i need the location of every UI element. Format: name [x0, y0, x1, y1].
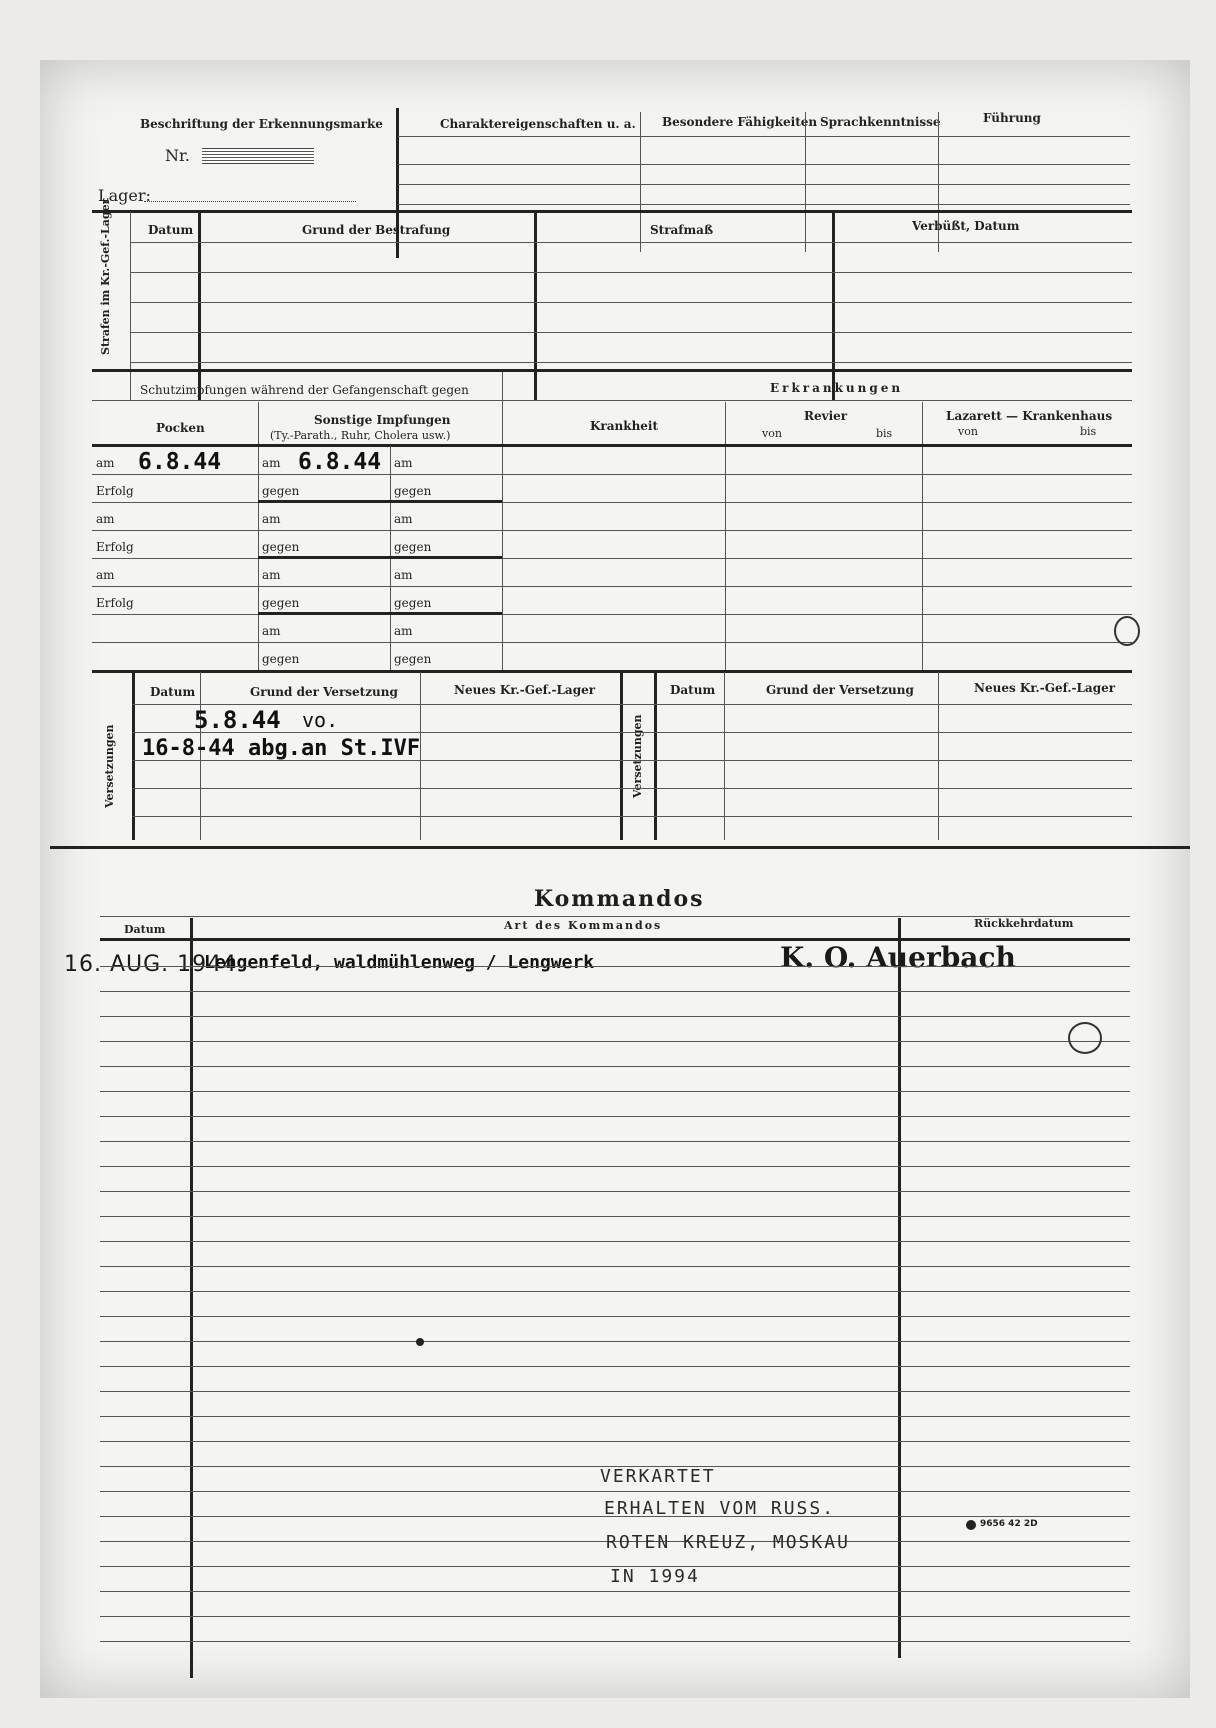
vers-header-grund: Grund der Versetzung [250, 685, 398, 699]
revier-bis: bis [876, 427, 893, 440]
impf-cell: gegen [262, 540, 300, 554]
vers-header-grund-2: Grund der Versetzung [766, 683, 914, 697]
erkrankungen-title: Erkrankungen [770, 381, 904, 395]
impf-cell: am [262, 624, 281, 638]
kommando-rule [100, 1616, 1130, 1617]
impf-cell: am [394, 568, 413, 582]
kommando-rule [100, 1191, 1130, 1192]
kommandos-header-art: Art des Kommandos [504, 919, 663, 932]
kommandos-header-datum: Datum [124, 923, 166, 936]
impf-cell: am [262, 568, 281, 582]
kommando-entry-text: Lengenfeld, waldmühlenweg / Lengwerk [204, 952, 595, 973]
kommandos-header-rueckkehr: Rückkehrdatum [974, 917, 1074, 930]
lager-label: Lager: [98, 186, 151, 205]
impf-cell: gegen [394, 596, 432, 610]
record-card [40, 60, 1190, 1698]
strafen-header-datum: Datum [148, 223, 194, 237]
footer-line-4: IN 1994 [610, 1566, 700, 1587]
kommando-rule [100, 1316, 1130, 1317]
impf-entry-sonstige: 6.8.44 [298, 449, 382, 475]
kommando-rule [100, 991, 1130, 992]
kommando-entry-stamp: K. O. Auerbach [780, 941, 1016, 974]
lazarett-von: von [958, 425, 978, 438]
impf-cell: am [394, 512, 413, 526]
impf-title: Schutzimpfungen während der Gefangenschaft gegen [140, 383, 469, 397]
revier-header: Revier [804, 409, 848, 423]
sprachkenntnisse-header: Sprachkenntnisse [820, 115, 941, 129]
strafen-header-grund: Grund der Bestrafung [302, 223, 451, 237]
kommando-rule [100, 1166, 1130, 1167]
punch-hole-2 [1068, 1022, 1102, 1054]
kommando-rule [100, 1141, 1130, 1142]
vers-entry-1-rest: vo. [302, 708, 339, 732]
vers-entry-2: 16-8-44 abg.an St.IVF [142, 736, 421, 761]
impf-cell: am [262, 456, 281, 470]
strafen-header-strafmass: Strafmaß [650, 223, 714, 237]
lager-field [144, 201, 356, 202]
vers-header-lager: Neues Kr.-Gef.-Lager [454, 683, 596, 697]
erkennungsmarke-label: Beschriftung der Erkennungsmarke [140, 117, 383, 131]
kommandos-title: Kommandos [534, 886, 705, 912]
impf-cell: gegen [394, 540, 432, 554]
punch-hole [1114, 616, 1140, 646]
kommando-rule [100, 1441, 1130, 1442]
revier-von: von [762, 427, 782, 440]
vers-header-datum: Datum [150, 685, 196, 699]
impf-cell: Erfolg [96, 596, 134, 610]
impf-cell: gegen [262, 596, 300, 610]
impf-cell: Erfolg [96, 540, 134, 554]
kommando-rule [100, 1066, 1130, 1067]
charakter-header: Charaktereigenschaften u. a. [440, 117, 636, 131]
kommando-rule [100, 1491, 1130, 1492]
strafen-side-label: Strafen im Kr.-Gef.-Lager [99, 198, 112, 355]
kommando-rule [100, 1041, 1130, 1042]
kommando-rule [100, 1016, 1130, 1017]
kommando-rule [100, 1291, 1130, 1292]
fuehrung-header: Führung [983, 111, 1041, 125]
vers-entry-1-date: 5.8.44 [194, 706, 281, 734]
footer-line-2: ERHALTEN VOM RUSS. [604, 1498, 836, 1519]
kommando-entry-date: 16. AUG. 1944 [64, 952, 238, 977]
impf-cell: am [394, 456, 413, 470]
kommando-rule [100, 1341, 1130, 1342]
lazarett-header: Lazarett — Krankenhaus [946, 409, 1113, 423]
strafen-header-verbuesst: Verbüßt, Datum [912, 219, 1020, 233]
code-icon [966, 1520, 976, 1530]
krankheit-header: Krankheit [590, 419, 659, 433]
kommando-rule [100, 1266, 1130, 1267]
nr-field [202, 148, 314, 164]
kommando-rule [100, 1416, 1130, 1417]
versetzungen-side-right: Versetzungen [631, 714, 644, 798]
kommando-rule [100, 1116, 1130, 1117]
lazarett-bis: bis [1080, 425, 1097, 438]
footer-code: 9656 42 2D [980, 1519, 1038, 1529]
kommando-rule [100, 1241, 1130, 1242]
kommando-rule [100, 1591, 1130, 1592]
vers-header-lager-2: Neues Kr.-Gef.-Lager [974, 681, 1116, 695]
pocken-header: Pocken [156, 421, 205, 435]
vers-header-datum-2: Datum [670, 683, 716, 697]
versetzungen-side-left: Versetzungen [103, 724, 116, 808]
impf-cell: am [394, 624, 413, 638]
footer-line-1: VERKARTET [600, 1466, 716, 1487]
kommando-rule [100, 1216, 1130, 1217]
sonstige-header: Sonstige Impfungen [314, 413, 451, 427]
kommando-rule [100, 1091, 1130, 1092]
sonstige-subheader: (Ty.-Parath., Ruhr, Cholera usw.) [270, 429, 451, 442]
kommando-rule [100, 1366, 1130, 1367]
impf-cell: gegen [262, 484, 300, 498]
kommando-rule [100, 1641, 1130, 1642]
impf-entry-pocken: 6.8.44 [138, 449, 222, 475]
impf-cell: gegen [262, 652, 300, 666]
impf-grid [92, 446, 502, 672]
impf-cell: gegen [394, 484, 432, 498]
footer-line-3: ROTEN KREUZ, MOSKAU [606, 1532, 850, 1553]
nr-label: Nr. [165, 146, 190, 165]
impf-cell: gegen [394, 652, 432, 666]
faehigkeiten-header: Besondere Fähigkeiten [662, 115, 818, 129]
impf-cell: Erfolg [96, 484, 134, 498]
kommando-rule [100, 966, 1130, 967]
ink-dot [416, 1338, 424, 1346]
impf-cell: am [96, 568, 115, 582]
impf-cell: am [96, 456, 115, 470]
kommando-rule [100, 1391, 1130, 1392]
impf-cell: am [96, 512, 115, 526]
impf-cell: am [262, 512, 281, 526]
